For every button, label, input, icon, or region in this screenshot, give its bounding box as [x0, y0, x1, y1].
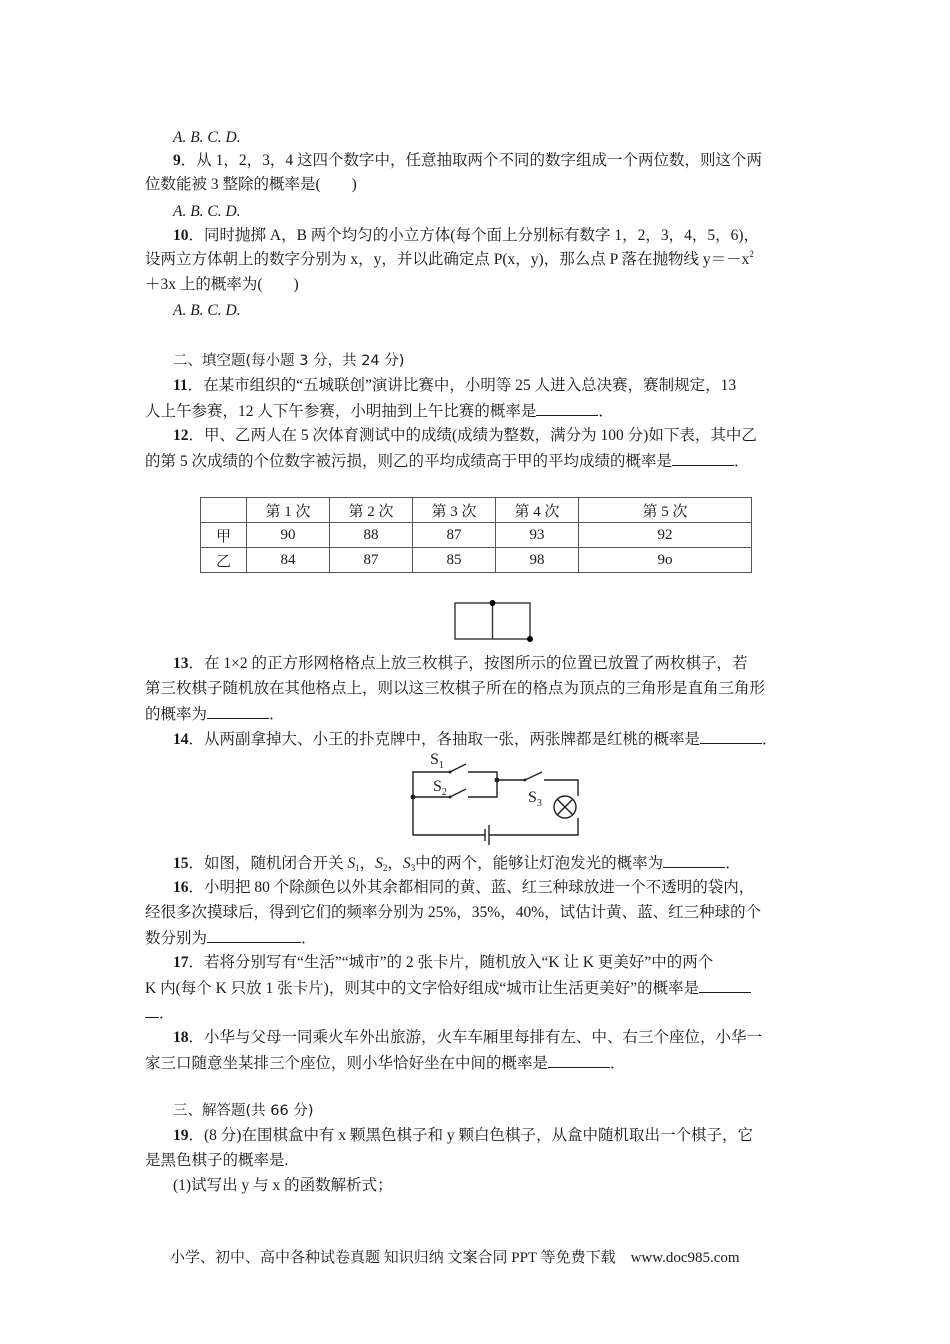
q19-line1 — [173, 1126, 753, 1146]
table-row — [201, 523, 752, 548]
q14-answer-blank[interactable] — [700, 729, 762, 744]
switch-contact — [449, 771, 452, 774]
circuit-wire — [544, 780, 578, 796]
q15-s-label: S — [402, 855, 411, 872]
q15-sep: ， — [387, 855, 403, 872]
q15-s-label: S — [375, 855, 383, 872]
table-cell: 87 — [413, 523, 496, 548]
switch-s3-lever — [525, 772, 542, 780]
q11-line2 — [145, 401, 614, 422]
q15-text-post: 中的两个，能够让灯泡发光的概率为 — [415, 855, 664, 872]
q10-options: A. B. C. D. — [173, 302, 241, 319]
circuit-wire — [489, 818, 578, 835]
table-header-cell: 第 4 次 — [496, 498, 579, 523]
q12-line2 — [145, 451, 750, 472]
q10-line2 — [145, 250, 754, 270]
q13-number: 13 — [173, 655, 189, 672]
label-s3: $S_3$ — [528, 789, 542, 809]
table-cell: 92 — [579, 523, 752, 548]
q15-sep: ， — [359, 855, 376, 872]
q18-line2 — [145, 1053, 626, 1074]
q18-end: ． — [610, 1055, 626, 1072]
table-cell: 乙 — [201, 548, 247, 573]
q19-sub1: (1)试写出 y 与 x 的函数解析式； — [173, 1177, 393, 1194]
q15-sub: 2 — [382, 863, 388, 873]
q13-text1: ．在 1×2 的正方形网格格点上放三枚棋子，按图所示的位置已放置了两枚棋子，若 — [188, 655, 748, 672]
q17-number: 17 — [173, 954, 189, 971]
q13-line3 — [145, 704, 285, 725]
q17-end: ． — [159, 1005, 175, 1022]
q19-line2: 是黑色棋子的概率是. — [145, 1152, 289, 1169]
q17-line1 — [173, 953, 713, 973]
q16-line1 — [173, 878, 754, 898]
circuit-wire — [413, 772, 485, 835]
circuit-diagram — [400, 745, 590, 845]
q15-end: ． — [725, 855, 741, 872]
chess-piece-dot — [527, 636, 533, 642]
table-cell: 9o — [579, 548, 752, 573]
q12-answer-blank[interactable] — [672, 451, 734, 466]
switch-s1-lever — [450, 764, 466, 772]
q11-line1 — [173, 376, 736, 396]
q13-line2: 第三枚棋子随机放在其他格点上，则以这三枚棋子所在的格点为顶点的三角形是直角三角形 — [145, 680, 766, 697]
table-header-cell: 第 3 次 — [413, 498, 496, 523]
table-row — [201, 548, 752, 573]
label-s1: $S_1$ — [430, 751, 444, 771]
score-table — [200, 497, 752, 573]
q15-sub: 3 — [410, 863, 416, 873]
q15-line1 — [173, 853, 741, 874]
q14-number: 14 — [173, 731, 189, 748]
q8-options: A. B. C. D. — [173, 129, 241, 146]
q19-text1: ．(8 分)在围棋盒中有 x 颗黑色棋子和 y 颗白色棋子，从盒中随机取出一个棋子，它 — [188, 1127, 753, 1144]
q11-text2: 人上午参赛，12 人下午参赛，小明抽到上午比赛的概率是 — [145, 403, 537, 420]
label-s2: $S_2$ — [433, 778, 447, 798]
q13-line1 — [173, 654, 748, 674]
q15-sub: 1 — [355, 863, 360, 873]
q16-text1: ．小明把 80 个除颜色以外其余都相同的黄、蓝、红三种球放进一个不透明的袋内， — [188, 879, 755, 896]
q9-options: A. B. C. D. — [173, 203, 241, 220]
q17-line2 — [145, 978, 751, 999]
q17-text1: ．若将分别写有“生活”“城市”的 2 张卡片，随机放入“K 让 K 更美好”中的两个 — [188, 954, 714, 971]
table-header-cell: 第 1 次 — [247, 498, 330, 523]
q11-text1: ．在某市组织的“五城联创”演讲比赛中，小明等 25 人进入总决赛，赛制规定，13 — [187, 377, 737, 394]
q16-line2: 经很多次摸球后，得到它们的频率分别为 25%，35%，40%，试估计黄、蓝、红三种球的个 — [145, 904, 762, 921]
q14-text1: ．从两副拿掉大、小王的扑克牌中，各抽取一张，两张牌都是红桃的概率是 — [188, 731, 701, 748]
q10-text1: ．同时抛掷 A，B 两个均匀的小立方体(每个面上分别标有数字 1，2，3，4，5，6)， — [188, 227, 759, 244]
switch-s2-lever — [450, 789, 466, 797]
circuit-wire — [468, 772, 497, 797]
q10-exponent: 2 — [749, 249, 754, 259]
table-cell: 87 — [330, 548, 413, 573]
q10-number: 10 — [173, 227, 189, 244]
q15-text-pre: ．如图，随机闭合开关 — [188, 855, 348, 872]
q18-text1: ．小华与父母一同乘火车外出旅游，火车车厢里每排有左、中、右三个座位，小华一 — [188, 1029, 763, 1046]
section2-title: 二、填空题(每小题 3 分，共 24 分) — [173, 353, 405, 369]
table-cell: 84 — [247, 548, 330, 573]
table-cell: 98 — [496, 548, 579, 573]
q11-number: 11 — [173, 377, 188, 394]
q13-text3: 的概率为 — [145, 706, 208, 723]
q17-line3 — [145, 1003, 175, 1024]
q13-end: ． — [269, 706, 285, 723]
q12-text1: ．甲、乙两人在 5 次体育测试中的成绩(成绩为整数，满分为 100 分)如下表，其中乙 — [188, 427, 757, 444]
table-cell: 甲 — [201, 523, 247, 548]
q9-line1 — [173, 151, 762, 171]
chess-piece-dot — [490, 600, 496, 606]
table-header-cell: 第 5 次 — [579, 498, 752, 523]
q16-answer-blank[interactable] — [207, 928, 301, 943]
q12-end: ． — [734, 453, 750, 470]
switch-contact — [524, 779, 527, 782]
table-header-cell — [201, 498, 247, 523]
table-cell: 93 — [496, 523, 579, 548]
switch-contact — [449, 796, 452, 799]
table-header-row — [201, 498, 752, 523]
q18-line1 — [173, 1028, 762, 1048]
q12-number: 12 — [173, 427, 189, 444]
footer-banner: 小学、初中、高中各种试卷真题 知识归纳 文案合同 PPT 等免费下载 www.doc985.com — [170, 1250, 740, 1266]
q12-line1 — [173, 426, 757, 446]
q14-end: ． — [762, 731, 778, 748]
q19-number: 19 — [173, 1127, 189, 1144]
q12-text2: 的第 5 次成绩的个位数字被污损，则乙的平均成绩高于甲的平均成绩的概率是 — [145, 453, 673, 470]
q16-end: ． — [301, 930, 317, 947]
junction-dot — [411, 795, 416, 800]
q9-line2: 位数能被 3 整除的概率是( ) — [145, 176, 357, 193]
q16-text3: 数分别为 — [145, 930, 208, 947]
q18-text2: 家三口随意坐某排三个座位，则小华恰好坐在中间的概率是 — [145, 1055, 549, 1072]
grid-figure — [450, 598, 540, 646]
q13-answer-blank[interactable] — [207, 704, 269, 719]
table-cell: 88 — [330, 523, 413, 548]
junction-dot — [495, 778, 500, 783]
q9-text1: ．从 1，2，3，4 这四个数字中，任意抽取两个不同的数字组成一个两位数，则这个两 — [180, 152, 763, 169]
q17-text2: K 内(每个 K 只放 1 张卡片)，则其中的文字恰好组成“城市让生活更美好”的概率是 — [145, 980, 700, 997]
q10-line1 — [173, 226, 759, 246]
q15-s-label: S — [347, 855, 356, 872]
q11-answer-blank[interactable] — [536, 401, 598, 416]
section3-title: 三、解答题(共 66 分) — [173, 1103, 314, 1119]
q16-number: 16 — [173, 879, 189, 896]
q18-answer-blank[interactable] — [548, 1053, 610, 1068]
q10-text2: 设两立方体朝上的数字分别为 x，y，并以此确定点 P(x，y)，那么点 P 落在抛物线 y＝－x — [145, 251, 750, 268]
q11-end: ． — [598, 403, 614, 420]
q10-line3: ＋3x 上的概率为( ) — [145, 276, 299, 293]
table-cell: 90 — [247, 523, 330, 548]
q17-answer-blank-cont[interactable] — [145, 1003, 159, 1018]
table-header-cell: 第 2 次 — [330, 498, 413, 523]
q15-number: 15 — [173, 855, 189, 872]
q15-answer-blank[interactable] — [663, 853, 725, 868]
q18-number: 18 — [173, 1029, 189, 1046]
q9-number: 9 — [173, 152, 181, 169]
q17-answer-blank[interactable] — [699, 978, 751, 993]
q16-line3 — [145, 928, 317, 949]
table-cell: 85 — [413, 548, 496, 573]
